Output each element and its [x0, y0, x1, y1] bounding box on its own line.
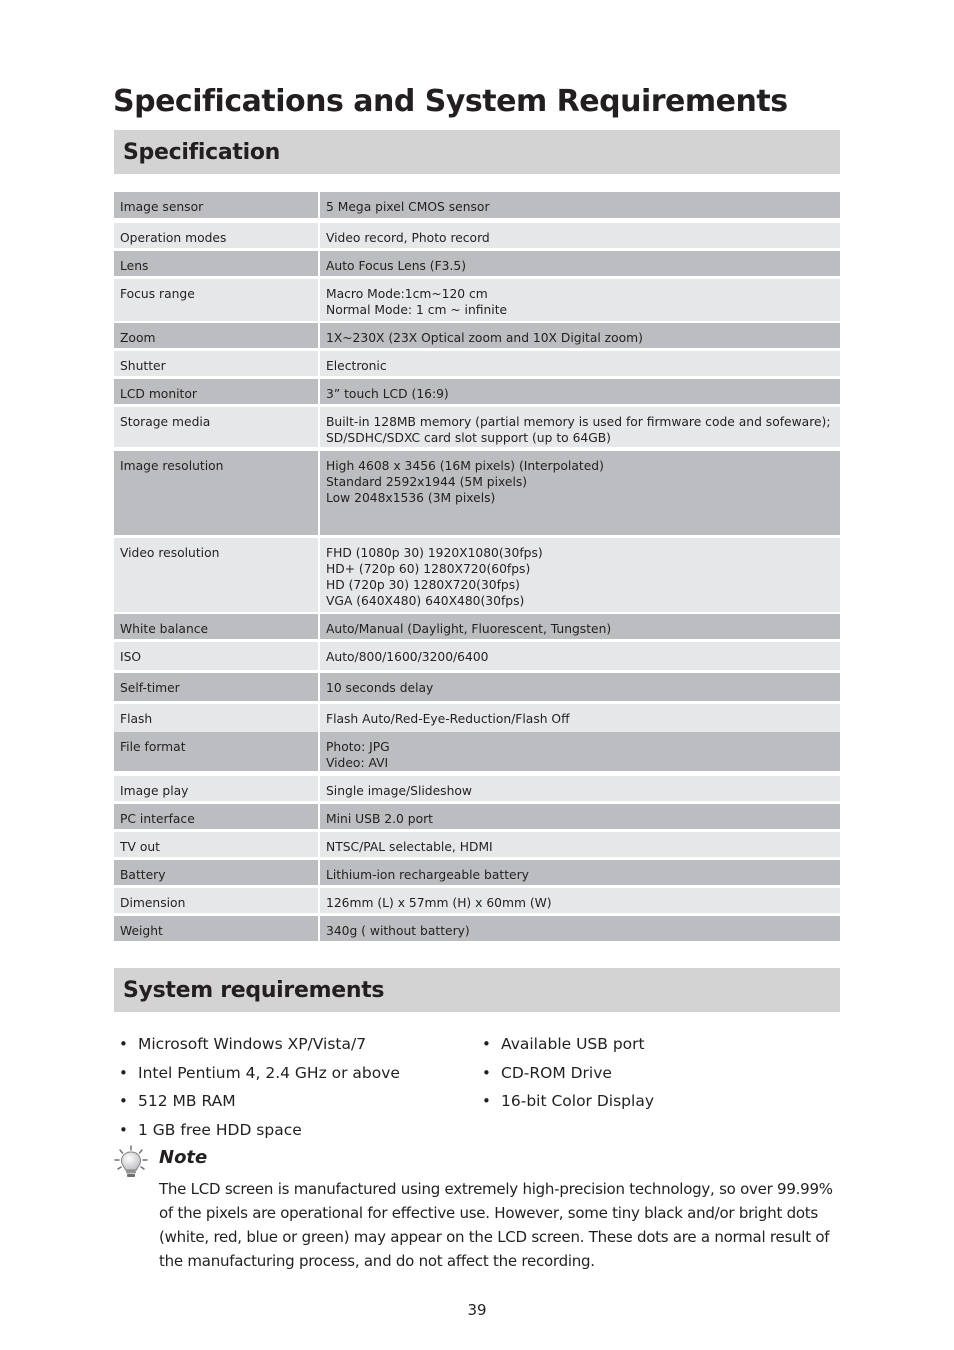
list-item — [477, 1087, 654, 1116]
spec-value: Built-in 128MB memory (partial memory is used for firmware code and sofeware); SD/SDHC/SDXC card slot support (up to 64GB) — [320, 407, 840, 447]
table-row — [114, 916, 840, 941]
spec-label: Operation modes — [114, 223, 318, 248]
spec-label: Flash — [114, 704, 318, 732]
spec-label: White balance — [114, 614, 318, 639]
spec-label: Focus range — [114, 279, 318, 321]
spec-label: Weight — [114, 916, 318, 941]
table-row — [114, 538, 840, 612]
table-row — [114, 223, 840, 248]
table-row — [114, 614, 840, 639]
table-row — [114, 192, 840, 218]
requirement-text: 512 MB RAM — [138, 1092, 236, 1111]
table-row — [114, 323, 840, 348]
spec-value: High 4608 x 3456 (16M pixels) (Interpolated) Standard 2592x1944 (5M pixels) Low 2048x1536 (3M pixels) — [320, 451, 840, 535]
bullet-icon: • — [119, 1121, 128, 1140]
spec-value: 126mm (L) x 57mm (H) x 60mm (W) — [320, 888, 840, 913]
table-row — [114, 804, 840, 829]
spec-label: Image resolution — [114, 451, 318, 535]
page-title: Specifications and System Requirements — [113, 84, 788, 119]
spec-label: Battery — [114, 860, 318, 885]
table-row — [114, 642, 840, 670]
table-row — [114, 251, 840, 276]
specification-section-header — [114, 130, 840, 174]
spec-label: Storage media — [114, 407, 318, 447]
spec-value: Auto Focus Lens (F3.5) — [320, 251, 840, 276]
spec-value: Photo: JPG Video: AVI — [320, 732, 840, 771]
spec-label: TV out — [114, 832, 318, 857]
system-requirements-section-header — [114, 968, 840, 1012]
spec-value: 3” touch LCD (16:9) — [320, 379, 840, 404]
list-item — [114, 1030, 400, 1059]
spec-label: PC interface — [114, 804, 318, 829]
table-row — [114, 673, 840, 701]
spec-label: Shutter — [114, 351, 318, 376]
note-text: The LCD screen is manufactured using extremely high-precision technology, so over 99.99% of the pixels are operational for effective use. However, some tiny black and/or bright dots (white, red, blue or green) may appear on the LCD screen. These dots are a normal result of the manufacturing process, and do not affect the recording. — [159, 1180, 833, 1270]
spec-value: Auto/Manual (Daylight, Fluorescent, Tungsten) — [320, 614, 840, 639]
system-requirements-list-right — [477, 1030, 654, 1116]
requirement-text: Available USB port — [501, 1035, 645, 1053]
spec-value: 5 Mega pixel CMOS sensor — [320, 192, 840, 218]
spec-value: NTSC/PAL selectable, HDMI — [320, 832, 840, 857]
list-item — [477, 1059, 654, 1088]
spec-value: Video record, Photo record — [320, 223, 840, 248]
spec-value: Macro Mode:1cm~120 cm Normal Mode: 1 cm ~ infinite — [320, 279, 840, 321]
table-row — [114, 832, 840, 857]
bullet-icon: • — [482, 1063, 491, 1082]
spec-label: Image play — [114, 776, 318, 801]
note-title: Note — [159, 1147, 208, 1168]
spec-value: Lithium-ion rechargeable battery — [320, 860, 840, 885]
system-requirements-list-left — [114, 1030, 400, 1145]
spec-label: Self-timer — [114, 673, 318, 701]
table-row — [114, 776, 840, 801]
system-requirements-heading: System requirements — [123, 977, 385, 1003]
spec-value: Mini USB 2.0 port — [320, 804, 840, 829]
specification-heading: Specification — [123, 139, 281, 165]
bullet-icon: • — [482, 1092, 491, 1111]
requirement-text: CD-ROM Drive — [501, 1063, 612, 1082]
requirement-text: 16-bit Color Display — [501, 1092, 654, 1111]
page-number: 39 — [467, 1301, 487, 1319]
spec-value: Flash Auto/Red-Eye-Reduction/Flash Off — [320, 704, 840, 732]
table-row — [114, 351, 840, 376]
list-item — [114, 1059, 400, 1088]
table-row — [114, 379, 840, 404]
requirement-text: Microsoft Windows XP/Vista/7 — [138, 1035, 367, 1053]
spec-value: Auto/800/1600/3200/6400 — [320, 642, 840, 670]
spec-label: Dimension — [114, 888, 318, 913]
table-row — [114, 704, 840, 732]
list-item — [477, 1030, 654, 1059]
spec-label: ISO — [114, 642, 318, 670]
bullet-icon: • — [119, 1092, 128, 1111]
spec-value: Single image/Slideshow — [320, 776, 840, 801]
spec-label: LCD monitor — [114, 379, 318, 404]
bullet-icon: • — [119, 1063, 128, 1082]
lightbulb-icon — [112, 1144, 150, 1180]
list-item — [114, 1116, 400, 1145]
bullet-icon: • — [482, 1035, 491, 1053]
bullet-icon: • — [119, 1035, 128, 1053]
spec-label: Video resolution — [114, 538, 318, 612]
spec-value: 340g ( without battery) — [320, 916, 840, 941]
spec-label: Lens — [114, 251, 318, 276]
requirement-text: 1 GB free HDD space — [138, 1121, 302, 1140]
table-row — [114, 732, 840, 771]
spec-label: Image sensor — [114, 192, 318, 218]
spec-value: 10 seconds delay — [320, 673, 840, 701]
table-row — [114, 407, 840, 447]
spec-value: Electronic — [320, 351, 840, 376]
spec-label: Zoom — [114, 323, 318, 348]
spec-value: 1X~230X (23X Optical zoom and 10X Digital zoom) — [320, 323, 840, 348]
table-row — [114, 279, 840, 321]
spec-label: File format — [114, 732, 318, 771]
table-row — [114, 888, 840, 913]
table-row — [114, 860, 840, 885]
spec-value: FHD (1080p 30) 1920X1080(30fps) HD+ (720p 60) 1280X720(60fps) HD (720p 30) 1280X720(30fps) VGA (640X480) 640X480(30fps) — [320, 538, 840, 612]
table-row — [114, 451, 840, 535]
list-item — [114, 1087, 400, 1116]
requirement-text: Intel Pentium 4, 2.4 GHz or above — [138, 1063, 400, 1082]
